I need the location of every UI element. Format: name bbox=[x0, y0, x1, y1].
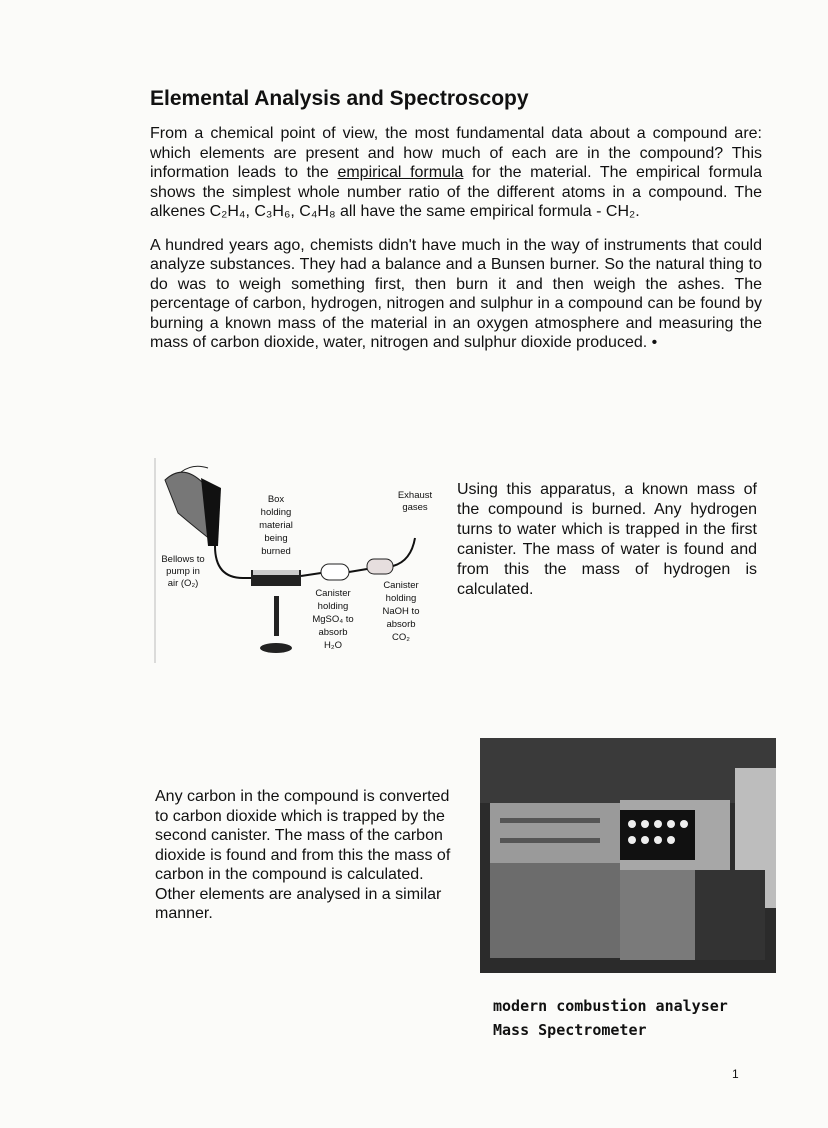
canister-2 bbox=[367, 559, 393, 574]
label-canister2: CO₂ bbox=[392, 632, 410, 643]
label-box: Box bbox=[267, 494, 285, 505]
label-canister1: MgSO₄ to bbox=[312, 614, 354, 625]
label-bellows: Bellows to bbox=[161, 554, 205, 565]
photo-caption bbox=[493, 994, 728, 1042]
label-exhaust: Exhaust bbox=[397, 490, 433, 501]
label-box: burned bbox=[261, 546, 291, 557]
tube bbox=[215, 546, 253, 578]
label-box: material bbox=[259, 520, 293, 531]
page-number: 1 bbox=[732, 1067, 739, 1081]
label-canister1: H₂O bbox=[324, 640, 342, 651]
bellows-icon bbox=[165, 466, 221, 546]
apparatus-description: Using this apparatus, a known mass of the compound is burned. Any hydrogen turns to water which is trapped in the first canister. The mass of water is found and from this the mass of hydrogen is calculated. bbox=[457, 481, 757, 598]
carbon-description: Any carbon in the compound is converted to carbon dioxide which is trapped by the second canister. The mass of the carbon dioxide is found and from this the mass of carbon in the compound is calculated. Other elements are analysed in a similar manner. bbox=[155, 788, 451, 922]
caption-line: Mass Spectrometer bbox=[493, 1021, 647, 1039]
caption-line: modern combustion analyser bbox=[493, 997, 728, 1015]
label-bellows: pump in bbox=[166, 566, 200, 577]
page-title: Elemental Analysis and Spectroscopy bbox=[150, 87, 529, 110]
history-paragraph: A hundred years ago, chemists didn't have much in the way of instruments that could analyze substances. They had a balance and a Bunsen burner. So the natural thing to do was to weigh something first, then burn it and then weigh the ashes. The percentage of carbon, hydrogen, nitrogen and sulphur in a compound can be found by burning a known mass of the material in an oxygen atmosphere and measuring the mass of carbon dioxide, water, nitrogen and sulphur dioxide produced. • bbox=[150, 236, 762, 351]
intro-text-cont: for the material. The empirical formula shows the simplest whole number ratio of the different atoms in a compound. The alkenes C₂H₄, C₃H₆, C₄H₈ all have the same empirical formula - CH₂. bbox=[150, 164, 763, 220]
label-canister1: Canister bbox=[315, 588, 351, 599]
label-box: holding bbox=[260, 507, 292, 518]
combustion-analyser-photo bbox=[480, 738, 776, 973]
label-canister2: holding bbox=[385, 593, 417, 604]
empirical-formula-link: empirical formula bbox=[337, 164, 464, 181]
intro-text: From a chemical point of view, the most fundamental data about a compound are: which elements are present and how much of each are in the compound? This information leads to the bbox=[150, 125, 762, 181]
intro-paragraph bbox=[150, 124, 762, 222]
canister-1 bbox=[321, 564, 349, 580]
top-section bbox=[150, 86, 762, 367]
label-exhaust: gases bbox=[402, 502, 428, 513]
combustion-apparatus-diagram bbox=[153, 458, 453, 668]
label-canister2: absorb bbox=[386, 619, 416, 630]
label-canister2: Canister bbox=[383, 580, 419, 591]
label-box: being bbox=[264, 533, 288, 544]
label-canister2: NaOH to bbox=[382, 606, 420, 617]
bunsen-burner-icon bbox=[260, 596, 292, 653]
label-canister1: holding bbox=[317, 601, 349, 612]
label-canister1: absorb bbox=[318, 627, 348, 638]
label-bellows: air (O₂) bbox=[167, 578, 199, 589]
